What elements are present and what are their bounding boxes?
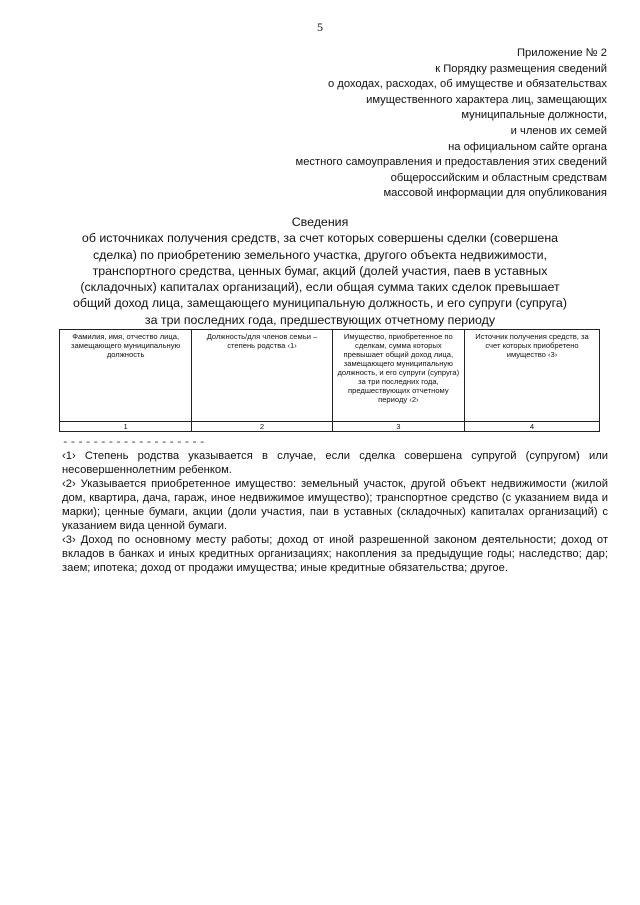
footnote-divider: ------------------- — [62, 437, 207, 449]
appendix-line: муниципальные должности, — [461, 109, 607, 122]
appendix-line: массовой информации для опубликования — [383, 187, 607, 200]
header-full-name: Фамилия, имя, отчество лица, замещающего муниципальную должность — [60, 330, 192, 422]
column-number: 4 — [464, 422, 599, 432]
title-line: общий доход лица, замещающего муниципальную должность, и его супруги (супруга) — [73, 296, 567, 311]
header-position: Должность/для членов семьи – степень родства ‹1› — [192, 330, 332, 422]
title-line: за три последних года, предшествующих отчетному периоду — [144, 312, 496, 327]
appendix-header — [167, 46, 607, 202]
footnote-3: ‹3› Доход по основному месту работы; доход от иной разрешенной законом деятельности; доход от вкладов в банках и иных кредитных организациях; накопления за предыдущие годы; наследство; дар; заем; ипотека; доход от продажи имущества; иные кредитные обязательства; другое. — [62, 534, 608, 574]
appendix-line: о доходах, расходах, об имуществе и обязательствах — [327, 78, 607, 91]
appendix-line: к Порядку размещения сведений — [435, 62, 607, 75]
appendix-line: и членов их семей — [510, 124, 607, 137]
header-funding-source: Источник получения средств, за счет которых приобретено имущество ‹3› — [464, 330, 599, 422]
header-property: Имущество, приобретенное по сделкам, сумма которых превышает общий доход лица, замещающего муниципальную должность, и его супруги (супруга) за три последних года, предшествующих отчетному периоду ‹2› — [332, 330, 464, 422]
appendix-line: на официальном сайте органа — [448, 140, 607, 153]
column-number: 3 — [332, 422, 464, 432]
sources-table — [59, 329, 600, 432]
title-line: (складочных) капиталах организаций), если общая сумма таких сделок превышает — [80, 280, 560, 295]
title-line: транспортного средства, ценных бумаг, акций (долей участия, паев в уставных — [92, 263, 548, 278]
title-line: сделка) по приобретению земельного участка, другого объекта недвижимости, — [92, 247, 548, 262]
appendix-line: имущественного характера лиц, замещающих — [366, 93, 607, 106]
appendix-line: Приложение № 2 — [516, 47, 607, 59]
document-title — [70, 214, 570, 328]
footnote-2: ‹2› Указывается приобретенное имущество: земельный участок, другой объект недвижимости (жилой дом, квартира, дача, гараж, иное недвижимое имущество); транспортное средство (с указанием вида и марки); ценные бумаги, акции (доли участия, паи в уставных (складочных) капиталах организаций) с указанием вида ценной бумаги. — [62, 478, 608, 532]
title-heading: Сведения — [291, 215, 349, 229]
page-number: 5 — [317, 20, 323, 34]
column-number: 1 — [60, 422, 192, 432]
appendix-line: местного самоуправления и предоставления этих сведений — [295, 156, 607, 169]
table-header-row — [60, 330, 600, 422]
table-number-row — [60, 422, 600, 432]
title-line: об источниках получения средств, за счет которых совершены сделки (совершена — [81, 231, 559, 246]
footnotes — [62, 449, 608, 575]
appendix-line: общероссийским и областным средствам — [390, 171, 607, 184]
footnote-1: ‹1› Степень родства указывается в случае, если сделка совершена супругой (супругом) или несовершеннолетним ребенком. — [62, 450, 608, 476]
column-number: 2 — [192, 422, 332, 432]
